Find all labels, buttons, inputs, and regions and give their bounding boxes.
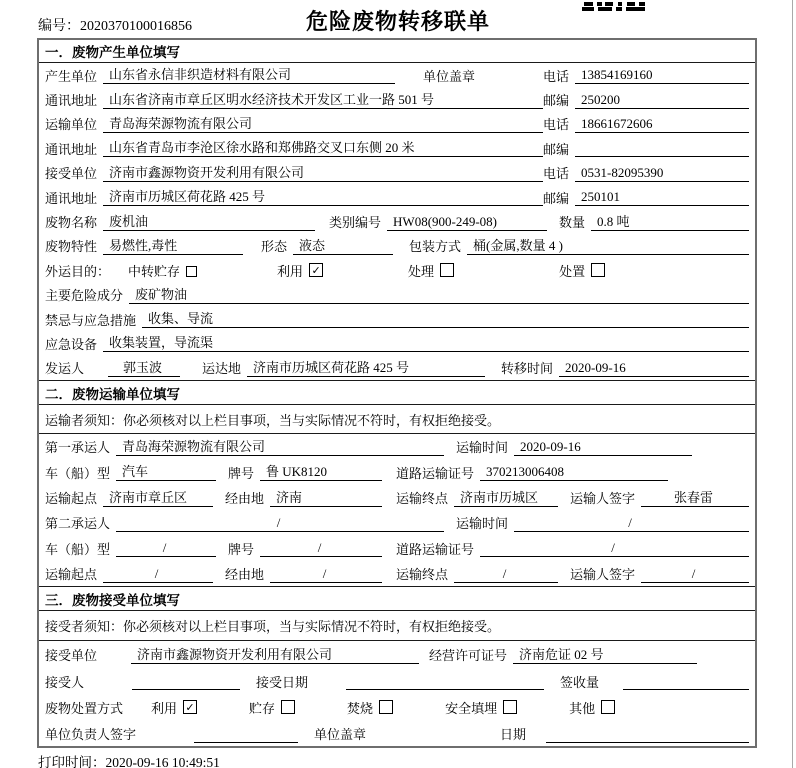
transporter-zip-value (575, 139, 749, 157)
checkbox-disposal-other (601, 700, 615, 714)
emergency-equipment-label: 应急设备 (45, 336, 98, 352)
receiver-label: 接受单位 (45, 166, 98, 182)
shipper-value: 郭玉波 (108, 359, 180, 377)
waste-trait-label: 废物特性 (45, 239, 98, 255)
carrier2-label: 第二承运人 (45, 516, 111, 532)
zip-label: 邮编 (543, 190, 570, 206)
endpoint-label: 运输终点 (396, 567, 449, 583)
address-label: 通讯地址 (45, 93, 98, 109)
accept-unit-label: 接受单位 (45, 648, 98, 664)
transporter-notice-text: 运输者须知：你必须核对以上栏目事项，当与实际情况不符时，有权拒绝接受。 (45, 412, 501, 428)
section1-title: 一．废物产生单位填写 (39, 40, 755, 63)
hazard-components-value: 废矿物油 (129, 286, 749, 304)
carrier1-label: 第一承运人 (45, 440, 111, 456)
checkbox-treat (440, 263, 454, 277)
transporter-phone-value: 18661672606 (575, 115, 749, 133)
carrier2-origin-value: / (103, 565, 213, 583)
transporter-label: 运输单位 (45, 117, 98, 133)
section2-title: 二．废物运输单位填写 (39, 380, 755, 405)
serial-label: 编号： (38, 19, 80, 34)
address-label: 通讯地址 (45, 190, 98, 206)
row-emergency-equipment (39, 331, 755, 355)
disposal-option-utilize: 利用 ✓ (151, 698, 197, 717)
carrier2-endpoint-value: / (454, 565, 558, 583)
via-label: 经由地 (225, 567, 265, 583)
carrier1-value: 青岛海荣源物流有限公司 (116, 438, 444, 456)
quantity-value: 0.8 吨 (591, 213, 749, 231)
receiver-phone-value: 0531-82095390 (575, 164, 749, 182)
row-carrier1-vehicle (39, 459, 755, 484)
producer-label: 产生单位 (45, 68, 98, 84)
purpose-option-transfer-storage: 中转贮存 (128, 261, 197, 280)
address-label: 通讯地址 (45, 141, 98, 157)
row-producer-address (39, 87, 755, 111)
row-responsible-sign (39, 721, 755, 747)
print-time-label: 打印时间： (38, 755, 106, 768)
hazard-components-label: 主要危险成分 (45, 288, 124, 304)
disposal-option-landfill: 安全填埋 (445, 698, 517, 717)
section3-title: 三．废物接受单位填写 (39, 586, 755, 611)
disposal-option-store: 贮存 (249, 698, 295, 717)
taboo-measures-value: 收集、导流 (142, 310, 749, 328)
accept-unit-value: 济南市鑫源物资开发利用有限公司 (131, 646, 419, 664)
row-hazard-components (39, 283, 755, 307)
row-receiver (39, 161, 755, 185)
row-carrier1 (39, 434, 755, 459)
origin-label: 运输起点 (45, 491, 98, 507)
packing-value: 桶(金属,数量 4 ) (467, 237, 749, 255)
carrier1-via-value: 济南 (270, 489, 382, 507)
category-value: HW08(900-249-08) (387, 213, 547, 231)
carrier2-permit-value: / (480, 539, 749, 557)
print-time-value: 2020-09-16 10:49:51 (105, 755, 220, 768)
license-label: 经营许可证号 (429, 648, 508, 664)
section-receiver (39, 586, 755, 747)
producer-value: 山东省永信非织造材料有限公司 (103, 66, 395, 84)
page-title: 危险废物转移联单 (305, 9, 490, 34)
receiver-notice-text: 接受者须知：你必须核对以上栏目事项，当与实际情况不符时，有权拒绝接受。 (45, 619, 501, 635)
transporter-signature-label: 运输人签字 (570, 567, 636, 583)
qr-code-fragment-icon (582, 0, 650, 16)
acceptor-label: 接受人 (45, 674, 85, 690)
zip-label: 邮编 (543, 93, 570, 109)
row-transporter-notice (39, 405, 755, 434)
checkbox-utilize: ✓ (309, 263, 323, 277)
row-taboo-measures (39, 307, 755, 331)
license-value: 济南危证 02 号 (513, 646, 697, 664)
carrier1-plate-value: 鲁 UK8120 (260, 463, 382, 481)
print-time-line (38, 751, 220, 768)
carrier2-value: / (116, 514, 444, 532)
carrier2-via-value: / (270, 565, 382, 583)
origin-label: 运输起点 (45, 567, 98, 583)
carrier1-endpoint-value: 济南市历城区 (454, 489, 558, 507)
transport-time-label: 运输时间 (456, 440, 509, 456)
phone-label: 电话 (543, 166, 570, 182)
emergency-equipment-value: 收集装置，导流渠 (103, 334, 749, 352)
transfer-time-label: 转移时间 (501, 361, 554, 377)
road-permit-label: 道路运输证号 (396, 541, 475, 557)
destination-label: 运达地 (202, 361, 242, 377)
carrier1-time-value: 2020-09-16 (514, 438, 692, 456)
transfer-time-value: 2020-09-16 (559, 359, 749, 377)
destination-value: 济南市历城区荷花路 425 号 (247, 359, 485, 377)
row-producer (39, 63, 755, 87)
row-accept-unit (39, 641, 755, 667)
checkbox-disposal-store (281, 700, 295, 714)
row-waste-trait (39, 234, 755, 258)
carrier1-signature-value: 张春雷 (641, 489, 749, 507)
serial-number: 2020370100016856 (80, 19, 192, 34)
row-transporter-address (39, 136, 755, 160)
carrier2-time-value: / (514, 514, 749, 532)
accept-date-label: 接受日期 (256, 674, 309, 690)
waste-name-value: 废机油 (103, 213, 315, 231)
producer-phone-value: 13854169160 (575, 66, 749, 84)
row-disposal-method (39, 694, 755, 720)
purpose-label: 外运目的： (45, 263, 111, 279)
producer-address-value: 山东省济南市章丘区明水经济技术开发区工业一路 501 号 (103, 91, 543, 109)
disposal-option-incinerate: 焚烧 (347, 698, 393, 717)
form-value: 液态 (293, 237, 393, 255)
row-receiver-address (39, 185, 755, 209)
row-carrier2-vehicle (39, 536, 755, 561)
producer-zip-value: 250200 (575, 91, 749, 109)
zip-label: 邮编 (543, 141, 570, 157)
carrier2-plate-value: / (260, 539, 382, 557)
unit-seal-label: 单位盖章 (314, 727, 367, 743)
carrier1-permit-value: 370213006408 (480, 463, 668, 481)
carrier2-signature-value: / (641, 565, 749, 583)
plate-label: 牌号 (228, 541, 255, 557)
responsible-signature-value (194, 725, 298, 743)
endpoint-label: 运输终点 (396, 491, 449, 507)
row-acceptor (39, 668, 755, 694)
section-transporter (39, 380, 755, 586)
purpose-option-treat: 处理 (408, 261, 454, 280)
vehicle-type-label: 车（船）型 (45, 541, 111, 557)
row-carrier2 (39, 510, 755, 535)
date-label: 日期 (500, 727, 527, 743)
date-value (546, 725, 749, 743)
transport-time-label: 运输时间 (456, 516, 509, 532)
category-label: 类别编号 (329, 215, 382, 231)
transporter-signature-label: 运输人签字 (570, 491, 636, 507)
purpose-option-dispose: 处置 (559, 261, 605, 280)
checkbox-disposal-landfill (503, 700, 517, 714)
acceptor-value (132, 672, 240, 690)
row-purpose (39, 258, 755, 282)
road-permit-label: 道路运输证号 (396, 465, 475, 481)
row-receiver-notice (39, 611, 755, 641)
via-label: 经由地 (225, 491, 265, 507)
unit-seal-label: 单位盖章 (423, 68, 476, 84)
checkbox-disposal-incinerate (379, 700, 393, 714)
phone-label: 电话 (543, 117, 570, 133)
carrier1-vehicle-value: 汽车 (116, 463, 216, 481)
row-shipper (39, 356, 755, 380)
plate-label: 牌号 (228, 465, 255, 481)
disposal-option-other: 其他 (569, 698, 615, 717)
receiver-address-value: 济南市历城区荷花路 425 号 (103, 188, 543, 206)
responsible-signature-label: 单位负责人签字 (45, 727, 137, 743)
section-producer (39, 40, 755, 380)
checkbox-dispose (591, 263, 605, 277)
quantity-label: 数量 (559, 215, 586, 231)
transfer-form (37, 38, 757, 748)
purpose-option-utilize: 利用 ✓ (277, 261, 323, 280)
receiver-zip-value: 250101 (575, 188, 749, 206)
receiver-value: 济南市鑫源物资开发利用有限公司 (103, 164, 543, 182)
packing-label: 包装方式 (409, 239, 462, 255)
page-right-edge (792, 0, 793, 768)
checkbox-transfer-storage (186, 266, 197, 277)
received-qty-value (623, 672, 749, 690)
waste-trait-value: 易燃性,毒性 (103, 237, 243, 255)
received-qty-label: 签收量 (560, 674, 600, 690)
waste-name-label: 废物名称 (45, 215, 98, 231)
carrier2-vehicle-value: / (116, 539, 216, 557)
carrier1-origin-value: 济南市章丘区 (103, 489, 213, 507)
phone-label: 电话 (543, 68, 570, 84)
shipper-label: 发运人 (45, 361, 85, 377)
form-label: 形态 (261, 239, 288, 255)
row-waste-name (39, 209, 755, 233)
disposal-method-label: 废物处置方式 (45, 700, 124, 716)
checkbox-disposal-utilize: ✓ (183, 700, 197, 714)
vehicle-type-label: 车（船）型 (45, 465, 111, 481)
taboo-measures-label: 禁忌与应急措施 (45, 312, 137, 328)
accept-date-value (346, 672, 544, 690)
row-carrier1-route (39, 485, 755, 510)
row-carrier2-route (39, 561, 755, 586)
transporter-address-value: 山东省青岛市李沧区徐水路和郑佛路交叉口东侧 20 米 (103, 139, 543, 157)
row-transporter (39, 112, 755, 136)
transporter-value: 青岛海荣源物流有限公司 (103, 115, 543, 133)
